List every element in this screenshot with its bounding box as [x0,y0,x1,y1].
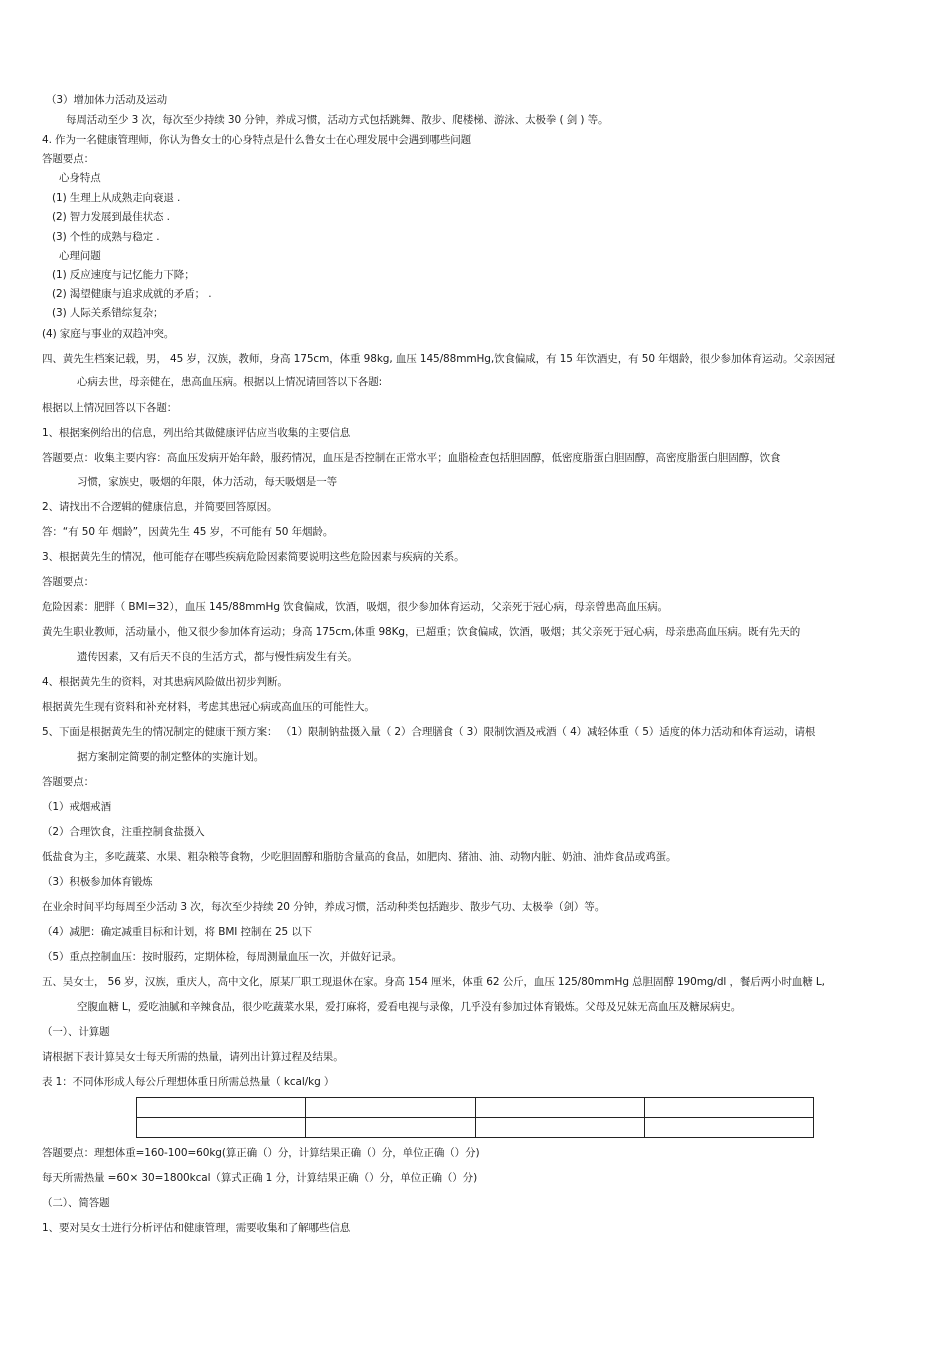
section-heading: 五、吴女士， 56 岁，汉族，重庆人，高中文化，原某厂职工现退休在家。身高 154 厘米，体重 62 公斤，血压 125/80mmHg 总胆固醇 190mg/dl ，餐后两小时血糖 L, [42,976,825,988]
list-item: （2）合理饮食，注重控制食盐摄入 [42,826,205,838]
text-line: 答题要点： [42,576,94,588]
text-line: 心身特点 [59,172,101,184]
answer: 答题要点：收集主要内容：高血压发病开始年龄，服药情况，血压是否控制在正常水平；血脂检查包括胆固醇，低密度脂蛋白胆固醇，高密度脂蛋白胆固醇，饮食 [42,452,781,464]
subsection-heading: （二）、简答题 [42,1197,110,1209]
section-heading: 四、黄先生档案记载，男， 45 岁，汉族，教师，身高 175cm，体重 98kg, 血压 145/88mmHg,饮食偏咸，有 15 年饮酒史，有 50 年烟龄，很少参加体育运动。父亲因冠 [42,353,835,365]
text-line: 4. 作为一名健康管理师，你认为鲁女士的心身特点是什么鲁女士在心理发展中会遇到哪些问题 [42,134,472,146]
question: 1、根据案例给出的信息，列出给其做健康评估应当收集的主要信息 [42,427,351,439]
list-item: (3) 个性的成熟与稳定 . [52,231,160,243]
question: 2、请找出不合逻辑的健康信息，并简要回答原因。 [42,501,278,513]
list-item: (1) 生理上从成熟走向衰退 . [52,192,181,204]
question: 5、下面是根据黄先生的情况制定的健康干预方案： （1）限制钠盐摄入量（ 2）合理膳食（ 3）限制饮酒及戒酒（ 4）减轻体重（ 5）适度的体力活动和体育运动，请根 [42,726,816,738]
list-item: (3) 人际关系错综复杂； [52,307,164,319]
answer: 答题要点：理想体重=160-100=60kg(算正确（）分，计算结果正确（）分，单位正确（）分) [42,1147,480,1159]
list-item: （4）减肥：确定减重目标和计划，将 BMI 控制在 25 以下 [42,926,313,938]
table-cell [137,1098,306,1118]
answer: 每天所需热量 =60× 30=1800kcal（算式正确 1 分，计算结果正确（）分，单位正确（）分) [42,1172,478,1184]
answer: 黄先生职业教师，活动量小，他又很少参加体育运动；身高 175cm,体重 98Kg，已超重；饮食偏咸，饮酒，吸烟；其父亲死于冠心病，母亲患高血压病。既有先天的 [42,626,801,638]
list-item: （1）戒烟戒酒 [42,801,111,813]
table-cell [475,1118,644,1138]
text-line: 请根据下表计算吴女士每天所需的热量，请列出计算过程及结果。 [42,1051,344,1063]
list-item: (1) 反应速度与记忆能力下降； [52,269,195,281]
table-cell [644,1098,813,1118]
answer: 根据黄先生现有资料和补充材料，考虑其患冠心病或高血压的可能性大。 [42,701,375,713]
text-line: （3）增加体力活动及运动 [46,94,167,106]
list-item: （5）重点控制血压：按时服药，定期体检，每周测量血压一次，并做好记录。 [42,951,403,963]
answer: 遗传因素，又有后天不良的生活方式，都与慢性病发生有关。 [77,651,358,663]
table-caption: 表 1：不同体形成人每公斤理想体重日所需总热量（ kcal/kg ） [42,1076,335,1088]
answer: 危险因素：肥胖（ BMI=32），血压 145/88mmHg 饮食偏咸，饮酒，吸烟，很少参加体育运动，父亲死于冠心病，母亲曾患高血压病。 [42,601,668,613]
text-line: 答题要点： [42,153,94,165]
table-cell [306,1118,475,1138]
table-cell [137,1118,306,1138]
text-line: 心病去世，母亲健在，患高血压病。根据以上情况请回答以下各题: [77,376,383,388]
question: 1、要对吴女士进行分析评估和健康管理，需要收集和了解哪些信息 [42,1222,351,1234]
question: 3、根据黄先生的情况，他可能存在哪些疾病危险因素简要说明这些危险因素与疾病的关系。 [42,551,465,563]
text-line: 心理问题 [59,250,101,262]
list-item: (2) 智力发展到最佳状态 . [52,211,170,223]
table-cell [475,1098,644,1118]
text-line: 低盐食为主，多吃蔬菜、水果、粗杂粮等食物，少吃胆固醇和脂肪含量高的食品，如肥肉、猪油、油、动物内脏、奶油、油炸食品或鸡蛋。 [42,851,677,863]
question: 据方案制定简要的制定整体的实施计划。 [77,751,265,763]
table-cell [644,1118,813,1138]
table-1 [136,1097,814,1138]
subsection-heading: （一）、计算题 [42,1026,110,1038]
table-row [137,1118,814,1138]
table-row [137,1098,814,1118]
question: 4、根据黄先生的资料，对其患病风险做出初步判断。 [42,676,288,688]
text-line: 空腹血糖 L，爱吃油腻和辛辣食品，很少吃蔬菜水果，爱打麻将，爱看电视与录像，几乎没有参加过体育锻炼。父母及兄妹无高血压及糖尿病史。 [77,1001,742,1013]
list-item: (2) 渴望健康与追求成就的矛盾； . [52,288,212,300]
text-line: 在业余时间平均每周至少活动 3 次，每次至少持续 20 分钟，养成习惯，活动种类包括跑步、散步气功、太极拳（剑）等。 [42,901,606,913]
list-item: (4) 家庭与事业的双趋冲突。 [42,328,175,340]
text-line: 根据以上情况回答以下各题： [42,402,178,414]
answer: 习惯，家族史，吸烟的年限，体力活动，每天吸烟是一等 [77,476,337,488]
list-item: （3）积极参加体育锻炼 [42,876,153,888]
text-line: 答题要点： [42,776,94,788]
table-cell [306,1098,475,1118]
text-line: 每周活动至少 3 次，每次至少持续 30 分钟，养成习惯，活动方式包括跳舞、散步、爬楼梯、游泳、太极拳 ( 剑 ) 等。 [66,114,609,126]
answer: 答：“有 50 年 烟龄”，因黄先生 45 岁，不可能有 50 年烟龄。 [42,526,334,538]
